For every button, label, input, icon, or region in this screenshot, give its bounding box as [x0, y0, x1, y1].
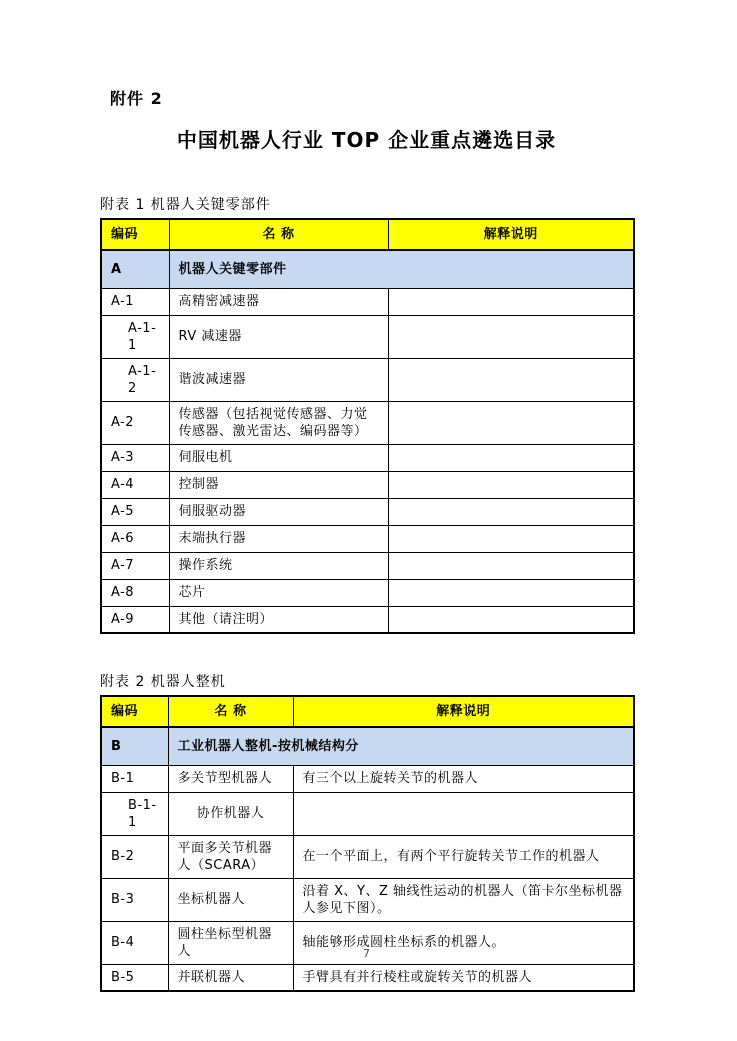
name-cell: 圆柱坐标型机器人: [168, 921, 293, 964]
code-cell: A-3: [101, 444, 169, 471]
table-row: [101, 315, 634, 358]
desc-cell: [388, 525, 634, 552]
name-cell: 控制器: [169, 471, 388, 498]
name-cell: 其他（请注明）: [169, 606, 388, 633]
desc-cell: [388, 579, 634, 606]
table-row: [101, 552, 634, 579]
desc-cell: 轴能够形成圆柱坐标系的机器人。: [293, 921, 634, 964]
code-cell: B-1-1: [101, 792, 168, 835]
table-row: [101, 835, 634, 878]
page-number: 7: [363, 947, 370, 960]
section-name-cell: 机器人关键零部件: [169, 250, 634, 288]
desc-cell: [388, 401, 634, 444]
desc-cell: 沿着 X、Y、Z 轴线性运动的机器人（笛卡尔坐标机器人参见下图）。: [293, 878, 634, 921]
desc-cell: [388, 358, 634, 401]
table-row: [101, 498, 634, 525]
code-cell: A-7: [101, 552, 169, 579]
attachment-label: 附件 2: [110, 89, 163, 108]
table-row: [101, 288, 634, 315]
table-row: [101, 471, 634, 498]
table-row: [101, 579, 634, 606]
table-row: [101, 964, 634, 991]
table-row: [101, 358, 634, 401]
desc-cell: [388, 288, 634, 315]
name-cell: 并联机器人: [168, 964, 293, 991]
table1-section-row: [101, 250, 634, 288]
desc-cell: 手臂具有并行棱柱或旋转关节的机器人: [293, 964, 634, 991]
name-cell: 芯片: [169, 579, 388, 606]
table1-col-header-desc: 解释说明: [388, 219, 634, 250]
code-cell: B-3: [101, 878, 168, 921]
code-cell: A-6: [101, 525, 169, 552]
code-cell: A-1-1: [101, 315, 169, 358]
section-name-cell: 工业机器人整机-按机械结构分: [168, 727, 634, 765]
name-cell: 末端执行器: [169, 525, 388, 552]
code-cell: A-1: [101, 288, 169, 315]
table-row: [101, 765, 634, 792]
code-cell: B-1: [101, 765, 168, 792]
table-row: [101, 606, 634, 633]
table2-col-header-code: 编码: [101, 696, 168, 727]
table-row: [101, 401, 634, 444]
table1-col-header-name: 名 称: [169, 219, 388, 250]
desc-cell: [388, 552, 634, 579]
desc-cell: [388, 444, 634, 471]
code-cell: B-5: [101, 964, 168, 991]
section-code-cell: A: [101, 250, 169, 288]
table1-caption: 附表 1 机器人关键零部件: [100, 197, 271, 213]
desc-cell: [388, 606, 634, 633]
name-cell: 协作机器人: [168, 792, 293, 835]
code-cell: A-5: [101, 498, 169, 525]
desc-cell: [293, 792, 634, 835]
section-code-cell: B: [101, 727, 168, 765]
table-row: [101, 878, 634, 921]
desc-cell: [388, 315, 634, 358]
code-cell: A-1-2: [101, 358, 169, 401]
code-cell: B-2: [101, 835, 168, 878]
table-row: [101, 792, 634, 835]
page-title: 中国机器人行业 TOP 企业重点遴选目录: [176, 128, 557, 152]
table1-col-header-code: 编码: [101, 219, 169, 250]
name-cell: 操作系统: [169, 552, 388, 579]
name-cell: 传感器（包括视觉传感器、力觉传感器、激光雷达、编码器等）: [169, 401, 388, 444]
name-cell: 伺服电机: [169, 444, 388, 471]
code-cell: B-4: [101, 921, 168, 964]
document-content: [100, 0, 633, 992]
name-cell: 伺服驱动器: [169, 498, 388, 525]
desc-cell: 有三个以上旋转关节的机器人: [293, 765, 634, 792]
code-cell: A-8: [101, 579, 169, 606]
table2-header-row: [101, 696, 634, 727]
name-cell: 坐标机器人: [168, 878, 293, 921]
code-cell: A-9: [101, 606, 169, 633]
name-cell: RV 减速器: [169, 315, 388, 358]
name-cell: 多关节型机器人: [168, 765, 293, 792]
desc-cell: 在一个平面上，有两个平行旋转关节工作的机器人: [293, 835, 634, 878]
table2-section-row: [101, 727, 634, 765]
name-cell: 平面多关节机器人（SCARA）: [168, 835, 293, 878]
table2-col-header-name: 名 称: [168, 696, 293, 727]
desc-cell: [388, 498, 634, 525]
code-cell: A-2: [101, 401, 169, 444]
table2-caption: 附表 2 机器人整机: [100, 674, 226, 690]
table1-header-row: [101, 219, 634, 250]
name-cell: 高精密减速器: [169, 288, 388, 315]
desc-cell: [388, 471, 634, 498]
code-cell: A-4: [101, 471, 169, 498]
table2-col-header-desc: 解释说明: [293, 696, 634, 727]
table-row: [101, 444, 634, 471]
name-cell: 谐波减速器: [169, 358, 388, 401]
table1-key-components: [100, 218, 635, 634]
table-row: [101, 525, 634, 552]
